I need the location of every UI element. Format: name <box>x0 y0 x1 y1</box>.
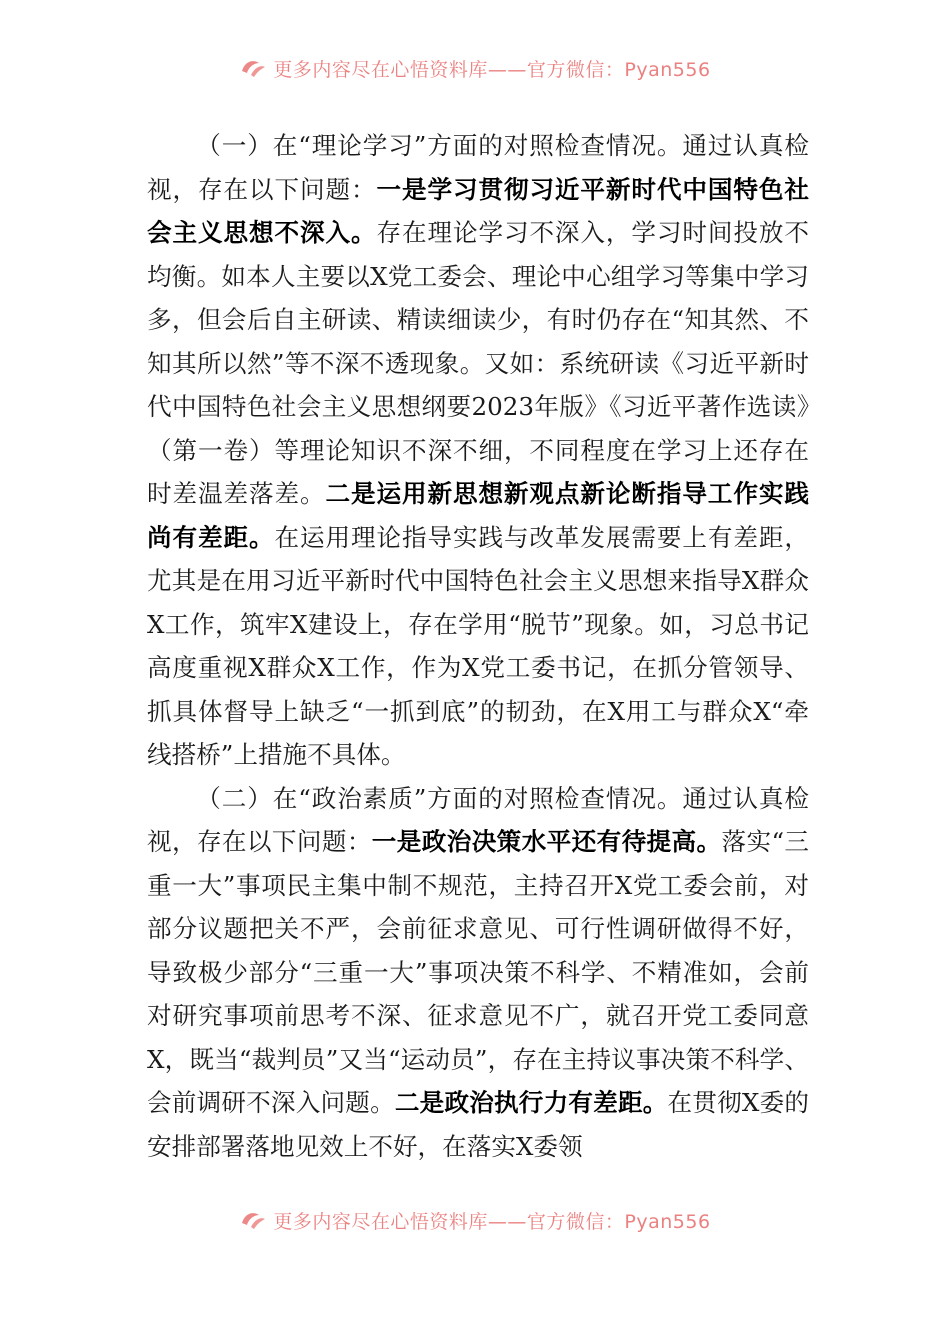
watermark-footer <box>0 1200 950 1240</box>
text-segment: （二）在“政治素质”方面的对照检查情况。通过认真检视，存在以下问题： <box>147 783 809 856</box>
text-segment: 存在理论学习不深入，学习时间投放不均衡。如本人主要以X党工委会、理论中心组学习等集中学习多，但会后自主研读、精读细读少，有时仍存在“知其然、不知其所以然”等不深不透现象。又如：系统研读《习近平新时代中国特色社会主义思想纲要2023年版》《习近平著作选读》（第一卷）等理论知识不深不细，不同程度在学习上还存在时差温差落差。 <box>147 218 809 508</box>
watermark-text: 更多内容尽在心悟资料库——官方微信：Pyan556 <box>273 58 711 81</box>
brush-logo-icon <box>239 57 267 79</box>
text-segment: 在贯彻X委的安排部署落地见效上不好，在落实X委领 <box>147 1088 809 1161</box>
paragraph-political-quality <box>147 777 809 1169</box>
bold-point: 一是政治决策水平还有待提高。 <box>371 827 722 856</box>
watermark-header <box>0 48 950 88</box>
text-segment: （一）在“理论学习”方面的对照检查情况。通过认真检视，存在以下问题： <box>147 131 809 204</box>
watermark-text: 更多内容尽在心悟资料库——官方微信：Pyan556 <box>273 1210 711 1233</box>
bold-point: 二是政治执行力有差距。 <box>394 1088 668 1117</box>
paragraph-theory-study <box>147 124 809 777</box>
brush-logo-icon <box>239 1209 267 1231</box>
bold-point: 一是学习贯彻习近平新时代中国特色社会主义思想不深入。 <box>147 174 809 247</box>
document-body <box>147 124 809 1168</box>
text-segment: 在运用理论指导实践与改革发展需要上有差距，尤其是在用习近平新时代中国特色社会主义思想来指导X群众X工作，筑牢X建设上，存在学用“脱节”现象。如，习总书记高度重视X群众X工作，作为X党工委书记，在抓分管领导、抓具体督导上缺乏“一抓到底”的韧劲，在X用工与群众X“牵线搭桥”上措施不具体。 <box>147 522 809 769</box>
text-segment: 落实“三重一大”事项民主集中制不规范，主持召开X党工委会前，对部分议题把关不严，会前征求意见、可行性调研做得不好，导致极少部分“三重一大”事项决策不科学、不精准如，会前对研究事项前思考不深、征求意见不广，就召开党工委同意X，既当“裁判员”又当“运动员”，存在主持议事决策不科学、会前调研不深入问题。 <box>147 827 809 1117</box>
bold-point: 二是运用新思想新观点新论断指导工作实践尚有差距。 <box>147 479 809 552</box>
